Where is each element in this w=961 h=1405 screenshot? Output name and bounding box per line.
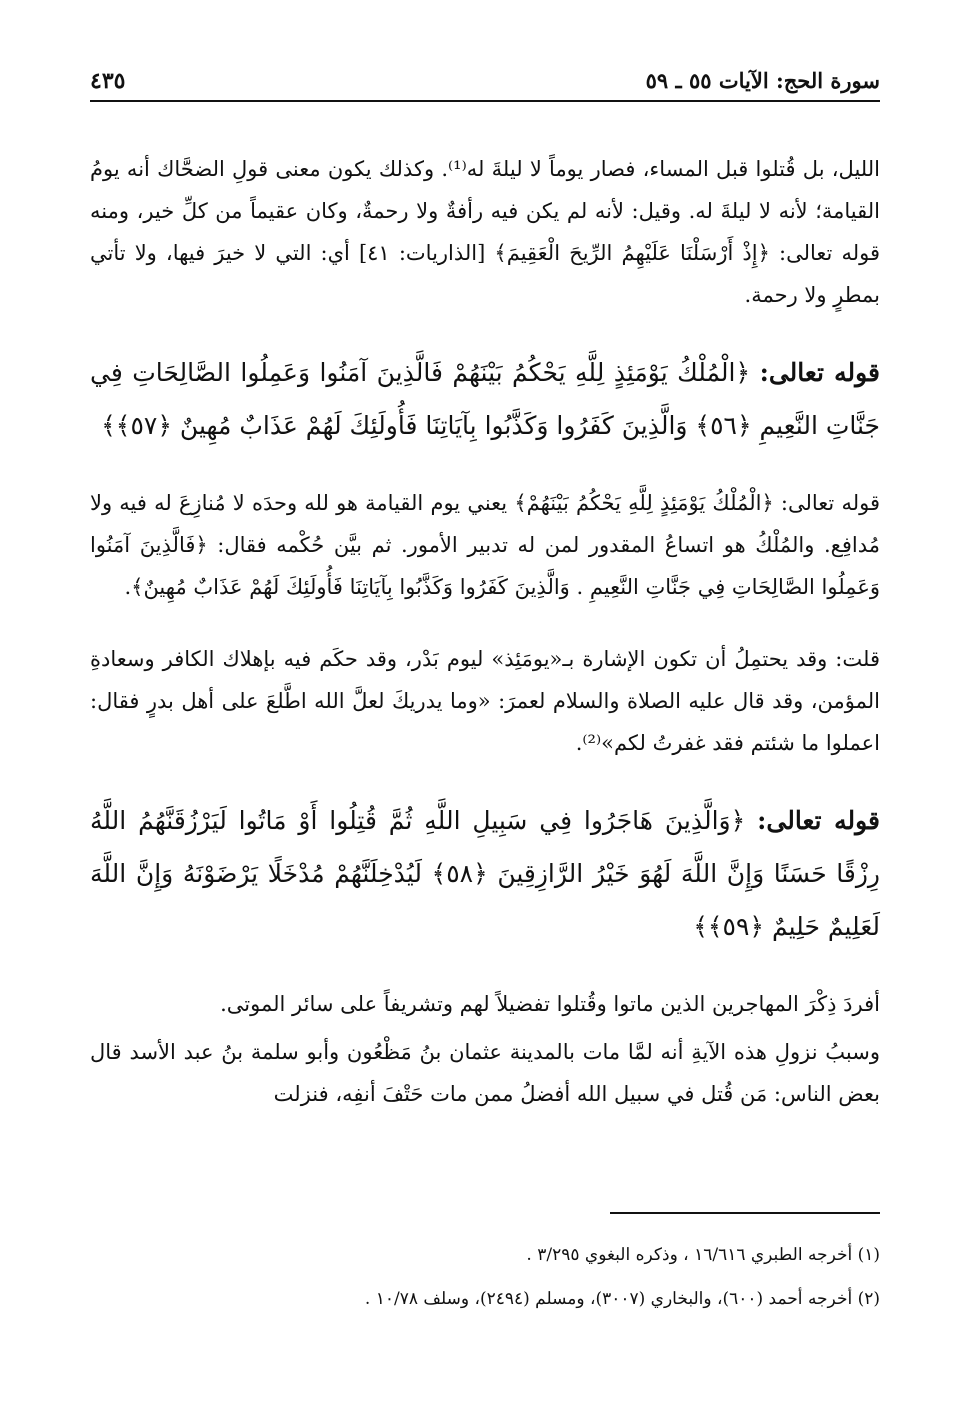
running-header <box>90 60 880 102</box>
paragraph-2: قوله تعالى: ﴿الْمُلْكُ يَوْمَئِذٍ لِلَّهِ يَحْكُمُ بَيْنَهُمْ﴾ يعني يوم القيامة هو لله وحدَه لا مُنازِعَ له فيه ولا مُدافِع. والمُلْكُ هو اتساعُ المقدور لمن له تدبير الأمور. ثم بيَّن حُكْمه فقال: ﴿فَالَّذِينَ آمَنُوا وَعَمِلُوا الصَّالِحَاتِ فِي جَنَّاتِ النَّعِيمِ . وَالَّذِينَ كَفَرُوا وَكَذَّبُوا بِآيَاتِنَا فَأُولَئِكَ لَهُمْ عَذَابٌ مُهِينٌ﴾. <box>90 491 880 599</box>
verse-text: ﴿الْمُلْكُ يَوْمَئِذٍ لِلَّهِ يَحْكُمُ بَيْنَهُمْ فَالَّذِينَ آمَنُوا وَعَمِلُوا الصَّالِحَاتِ فِي جَنَّاتِ النَّعِيمِ ﴿٥٦﴾ وَالَّذِينَ كَفَرُوا وَكَذَّبُوا بِآيَاتِنَا فَأُولَئِكَ لَهُمْ عَذَابٌ مُهِينٌ ﴿٥٧﴾﴾ <box>90 358 880 440</box>
verse-lead: قوله تعالى: <box>759 358 880 387</box>
verse-text: ﴿وَالَّذِينَ هَاجَرُوا فِي سَبِيلِ اللَّهِ ثُمَّ قُتِلُوا أَوْ مَاتُوا لَيَرْزُقَنَّهُمُ اللَّهُ رِزْقًا حَسَنًا وَإِنَّ اللَّهَ لَهُوَ خَيْرُ الرَّازِقِينَ ﴿٥٨﴾ لَيُدْخِلَنَّهُمْ مُدْخَلًا يَرْضَوْنَهُ وَإِنَّ اللَّهَ لَعَلِيمٌ حَلِيمٌ ﴿٥٩﴾﴾ <box>90 806 880 941</box>
footnotes-section <box>90 1212 880 1328</box>
paragraph-3: قلت: وقد يحتمِلُ أن تكون الإشارة بـ«يومَئِذ» ليوم بَدْر، وقد حكَم فيه بإهلاك الكافر وسعادةِ المؤمن، وقد قال عليه الصلاة والسلام لعمرَ: «وما يدريكَ لعلَّ الله اطَّلعَ على أهل بدرٍ فقال: اعملوا ما شئتم فقد غفرتُ لكم»⁽²⁾. <box>90 647 880 755</box>
paragraph-5: وسببُ نزولِ هذه الآيةِ أنه لمَّا مات بالمدينة عثمان بنُ مَظْعُون وأبو سلمة بنُ عبد الأسد قال بعض الناس: مَن قُتل في سبيل الله أفضلُ ممن مات حَتْفَ أنفِه، فنزلت <box>90 1040 880 1106</box>
verse-block-2 <box>90 794 880 953</box>
paragraph-1: الليل، بل قُتلوا قبل المساء، فصار يوماً لا ليلةَ له⁽¹⁾. وكذلك يكون معنى قولِ الضحَّاك أنه يومُ القيامة؛ لأنه لا ليلةَ له. وقيل: لأنه لم يكن فيه رأفةٌ ولا رحمةٌ، وكان عقيماً من كلِّ خير، ومنه قوله تعالى: ﴿إِذْ أَرْسَلْنَا عَلَيْهِمُ الرِّيحَ الْعَقِيمَ﴾ [الذاريات: ٤١] أي: التي لا خيرَ فيها، ولا تأتي بمطرٍ ولا رحمة. <box>90 157 880 307</box>
main-text <box>90 148 880 1115</box>
page-number: ٤٣٥ <box>90 68 126 94</box>
footnote-1: (١) أخرجه الطبري ١٦/٦١٦ ، وذكره البغوي ٣/٢٩٥ . <box>526 1245 880 1265</box>
paragraph-4: أفردَ ذِكْرَ المهاجرين الذين ماتوا وقُتلوا تفضيلاً لهم وتشريفاً على سائر الموتى. <box>220 992 880 1016</box>
surah-title: سورة الحج: الآيات ٥٥ ـ ٥٩ <box>645 68 880 93</box>
book-page <box>90 60 880 1380</box>
footnote-2: (٢) أخرجه أحمد (٦٠٠)، والبخاري (٣٠٠٧)، ومسلم (٢٤٩٤)، وسلف ١٠/٧٨ . <box>364 1289 880 1309</box>
verse-lead: قوله تعالى: <box>757 806 880 835</box>
footnote-divider <box>610 1212 880 1214</box>
verse-block-1 <box>90 346 880 452</box>
